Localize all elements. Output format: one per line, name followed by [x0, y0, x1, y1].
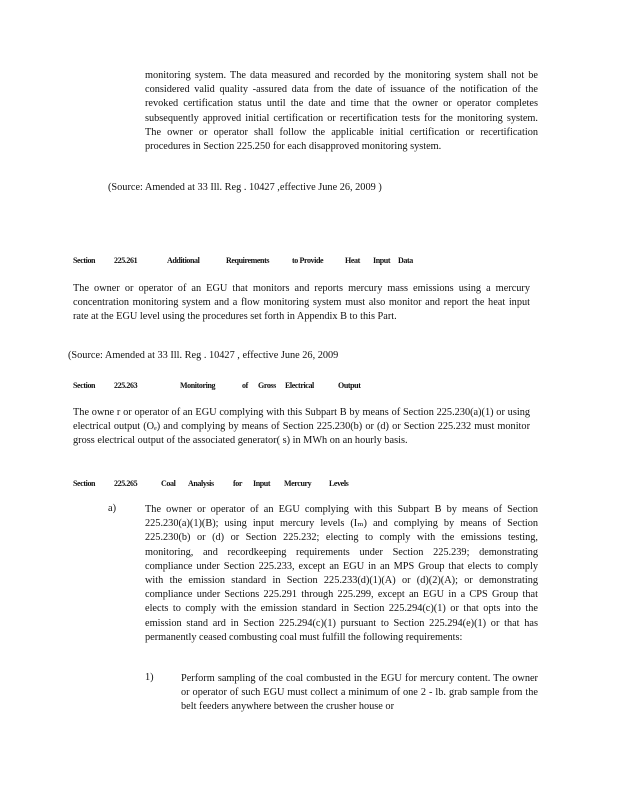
title-word: Coal	[161, 479, 176, 488]
title-word: Input	[253, 479, 271, 488]
title-word: Mercury	[284, 479, 312, 488]
item-a-marker: a)	[108, 503, 116, 514]
section-number: 225.263	[114, 381, 138, 390]
title-word: Gross	[258, 381, 276, 390]
title-word: Monitoring	[180, 381, 216, 390]
source-note-2: (Source: Amended at 33 Ill. Reg . 10427 , effective June 26, 2009	[68, 350, 339, 361]
section-label: Section	[73, 381, 96, 390]
item-1	[181, 672, 538, 715]
section-body-text: The owne r or operator of an EGU complying with this Subpart B by means of Section 225.230(a)(1) or using electrical output (Oₑ) and complying by means of Section 225.230(b) or (d) or Section 225.232 must monitor gross electrical output of the associated generator( s) in MWh on an hourly basis.	[73, 407, 530, 447]
section-label: Section	[73, 479, 96, 488]
item-a	[145, 503, 538, 645]
title-word: for	[233, 479, 243, 488]
source-note-1: (Source: Amended at 33 Ill. Reg . 10427 ,effective June 26, 2009 )	[108, 182, 382, 193]
section-number: 225.265	[114, 479, 138, 488]
item-a-text: The owner or operator of an EGU complying with this Subpart B by means of Section 225.230(a)(1)(B); using input mercury levels (Iₘ) and complying by means of Section 225.230(b) or (d) or Section 225.232; electing to comply with the emissions testing, monitoring, and recordkeeping requirements under Section 225.239; demonstrating compliance under Section 225.233, except an EGU in an MPS Group that elects to comply with the emission standard in Section 225.233(d)(1)(A) or (d)(2)(A); or demonstrating compliance under Sections 225.291 through 225.299, except an EGU in a CPS Group that elects to comply with the emission standard in Section 225.294(c)(1) or that opts into the emission stand ard in Section 225.294(c)(1) pursuant to Section 225.294(e)(1) or that has permanently ceased combusting coal must fulfill the following requirements:	[145, 504, 538, 643]
title-word: Additional	[167, 256, 200, 265]
title-word: Input	[373, 256, 391, 265]
section-225-265-heading	[73, 479, 373, 488]
section-225-263-body	[73, 406, 530, 449]
title-word: Output	[338, 381, 361, 390]
section-body-text: The owner or operator of an EGU that monitors and reports mercury mass emissions using a mercury concentration monitoring system and a flow monitoring system must also monitor and report the heat input rate at the EGU level using the procedures set forth in Appendix B to this Part.	[73, 283, 530, 323]
section-225-261-body	[73, 282, 530, 325]
item-1-marker: 1)	[145, 672, 154, 683]
item-1-text: Perform sampling of the coal combusted in the EGU for mercury content. The owner or operator of such EGU must collect a minimum of one 2 - lb. grab sample from the belt feeders anywhere between the crusher house or	[181, 673, 538, 713]
title-word: to Provide	[292, 256, 324, 265]
title-word: Levels	[329, 479, 349, 488]
section-225-263-heading	[73, 381, 373, 390]
continuation-text: monitoring system. The data measured and recorded by the monitoring system shall not be considered valid quality -assured data from the date of issuance of the notification of the revoked certification status until the date and time that the owner or operator completes subsequently approved initial certification or recertification tests for the monitoring system. The owner or operator shall follow the applicable initial certification or recertification procedures in Section 225.250 for each disapproved monitoring system.	[145, 70, 538, 153]
section-225-261-heading	[73, 256, 423, 265]
title-word: of	[242, 381, 248, 390]
section-label: Section	[73, 256, 96, 265]
section-number: 225.261	[114, 256, 138, 265]
title-word: Analysis	[188, 479, 214, 488]
title-word: Data	[398, 256, 413, 265]
title-word: Heat	[345, 256, 360, 265]
title-word: Electrical	[285, 381, 314, 390]
continuation-paragraph	[145, 69, 538, 154]
title-word: Requirements	[226, 256, 270, 265]
